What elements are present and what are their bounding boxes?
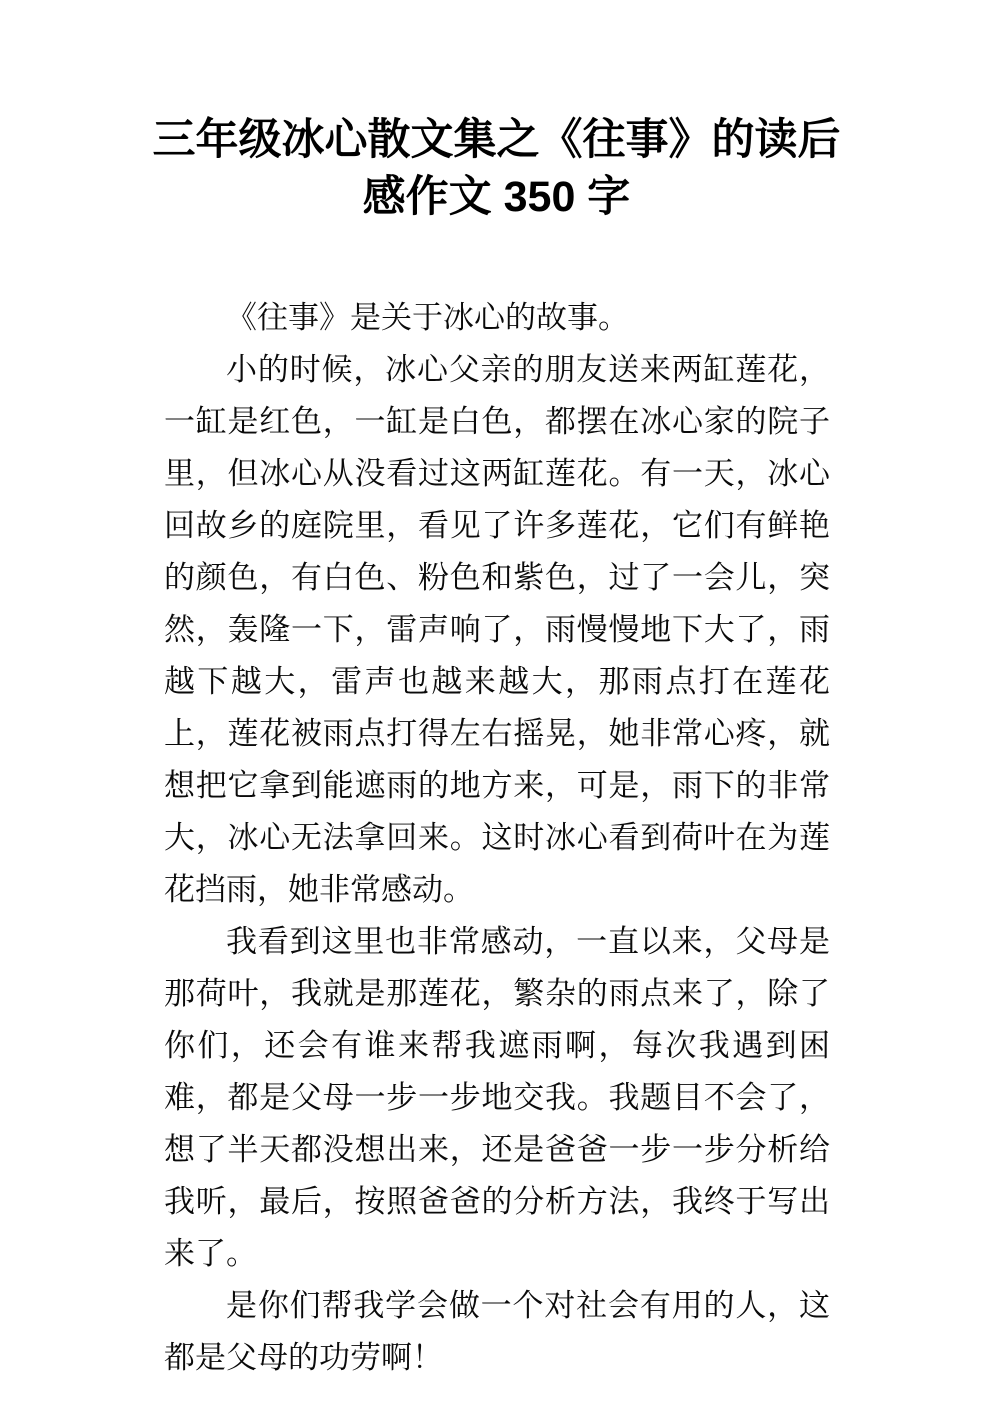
document-title-line-2: 感作文 350 字	[362, 173, 631, 221]
document-title	[0, 0, 993, 226]
paragraph-intro: 《往事》是关于冰心的故事。	[226, 300, 629, 335]
document-body	[0, 292, 993, 1384]
paragraph-conclusion: 是你们帮我学会做一个对社会有用的人，这都是父母的功劳啊！	[164, 1288, 830, 1375]
paragraph-reflection: 我看到这里也非常感动，一直以来，父母是那荷叶，我就是那莲花，繁杂的雨点来了，除了你们，还会有谁来帮我遮雨啊，每次我遇到困难，都是父母一步一步地交我。我题目不会了，想了半天都没想出来，还是爸爸一步一步分析给我听，最后，按照爸爸的分析方法，我终于写出来了。	[164, 924, 830, 1271]
paragraph-story: 小的时候，冰心父亲的朋友送来两缸莲花，一缸是红色，一缸是白色，都摆在冰心家的院子里，但冰心从没看过这两缸莲花。有一天，冰心回故乡的庭院里，看见了许多莲花，它们有鲜艳的颜色，有白色、粉色和紫色，过了一会儿，突然，轰隆一下，雷声响了，雨慢慢地下大了，雨越下越大，雷声也越来越大，那雨点打在莲花上，莲花被雨点打得左右摇晃，她非常心疼，就想把它拿到能遮雨的地方来，可是，雨下的非常大，冰心无法拿回来。这时冰心看到荷叶在为莲花挡雨，她非常感动。	[164, 352, 830, 907]
document-title-line-1: 三年级冰心散文集之《往事》的读后	[152, 116, 841, 164]
